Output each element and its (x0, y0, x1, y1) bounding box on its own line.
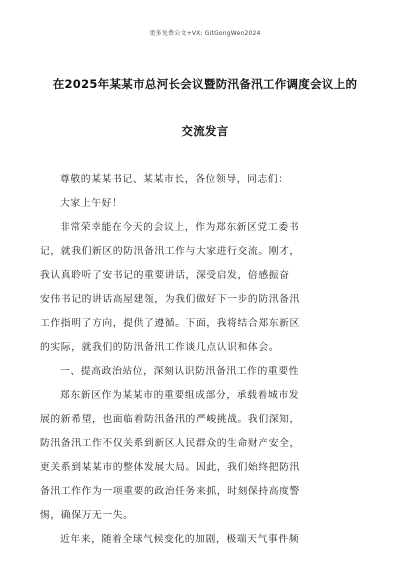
body-line: 更关系到某某市的整体发展大局。因此，我们始终把防汛 (40, 462, 300, 473)
body-line: 工作指明了方向，提供了遵循。下面，我将结合郑东新区 (40, 318, 300, 329)
body-line: 惕，确保万无一失。 (40, 510, 134, 521)
document-title-line-2: 交流发言 (181, 124, 229, 138)
body-line: 的实际，就我们的防汛备汛工作谈几点认识和体会。 (40, 342, 280, 353)
body-line: 我认真聆听了安书记的重要讲话，深受启发，倍感振奋 (40, 270, 290, 281)
body-line: 郑东新区作为某某市的重要组成部分，承载着城市发 (60, 390, 300, 401)
document-title-line-1: 在2025年某某市总河长会议暨防汛备汛工作调度会议上的 (52, 77, 358, 91)
header-note: 更多免费公文+VX: GitGongWen2024 (149, 30, 261, 37)
body-line: 备汛工作作为一项重要的政治任务来抓，时刻保持高度警 (40, 486, 300, 497)
salutation-line: 尊敬的某某书记、某某市长，各位领导，同志们： (60, 174, 289, 185)
body-line: 记，就我们新区的防汛备汛工作与大家进行交流。刚才， (40, 246, 300, 257)
body-line: 防汛备汛工作不仅关系到新区人民群众的生命财产安全， (40, 438, 300, 449)
body-line: 近年来，随着全球气候变化的加剧，极端天气事件频 (60, 534, 300, 545)
body-line: 展的新希望，也面临着防汛备汛的严峻挑战。我们深知， (40, 414, 300, 425)
section-heading: 一、提高政治站位，深刻认识防汛备汛工作的重要性 (60, 366, 300, 377)
body-line: 非常荣幸能在今天的会议上，作为郑东新区党工委书 (60, 222, 300, 233)
body-line: 安伟书记的讲话高屋建瓴，为我们做好下一步的防汛备汛 (40, 294, 300, 305)
greeting-line: 大家上午好！ (60, 198, 123, 209)
